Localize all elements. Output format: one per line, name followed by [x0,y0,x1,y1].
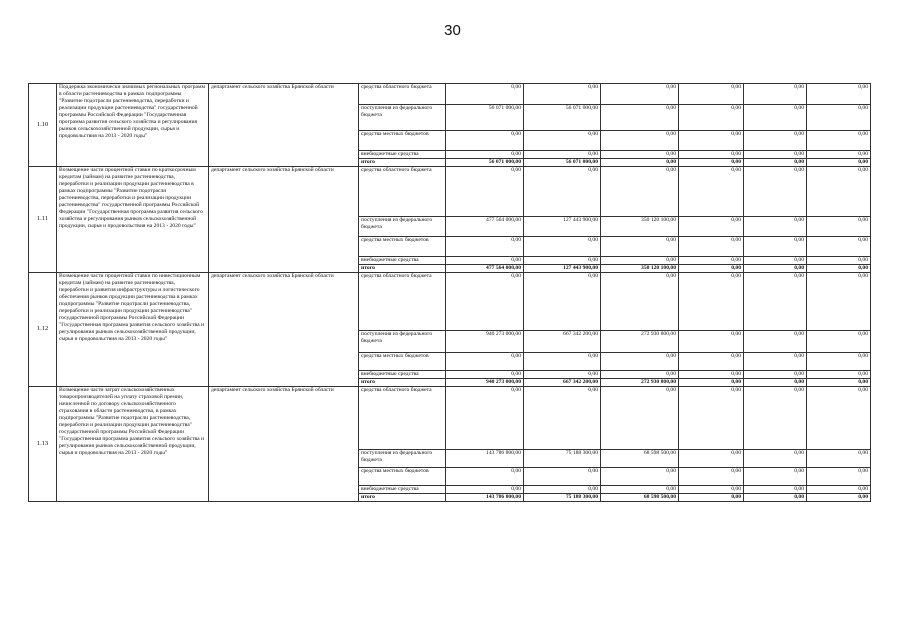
amount-cell: 56 071 000,00 [524,105,601,131]
amount-cell: 0,00 [744,166,807,216]
funding-source: поступления из федерального бюджета [359,216,446,236]
amount-cell: 0,00 [524,272,601,330]
funding-source: итого [359,493,446,501]
amount-cell: 0,00 [679,449,744,467]
amount-cell: 272 930 800,00 [601,330,679,352]
amount-cell: 667 342 200,00 [524,378,601,386]
amount-cell: 0,00 [601,105,679,131]
amount-cell: 0,00 [679,151,744,159]
funding-source: средства местных бюджетов [359,131,446,151]
measure-code: 1.12 [29,272,57,386]
responsible-department: департамент сельского хозяйства Брянской области [209,272,359,386]
amount-cell: 0,00 [679,386,744,449]
amount-cell: 0,00 [744,84,807,105]
amount-cell: 0,00 [807,84,871,105]
responsible-department: департамент сельского хозяйства Брянской области [209,84,359,167]
amount-cell: 0,00 [524,236,601,256]
amount-cell: 0,00 [446,467,524,485]
amount-cell: 0,00 [679,467,744,485]
funding-source: средства местных бюджетов [359,352,446,370]
amount-cell: 0,00 [744,386,807,449]
amount-cell: 0,00 [679,485,744,493]
funding-source: средства областного бюджета [359,386,446,449]
amount-cell: 0,00 [524,467,601,485]
responsible-department: департамент сельского хозяйства Брянской области [209,166,359,272]
funding-source: средства местных бюджетов [359,467,446,485]
amount-cell: 56 071 000,00 [446,105,524,131]
amount-cell: 0,00 [807,352,871,370]
amount-cell: 0,00 [679,264,744,272]
amount-cell: 667 342 200,00 [524,330,601,352]
amount-cell: 272 930 800,00 [601,378,679,386]
amount-cell: 350 120 100,00 [601,216,679,236]
amount-cell: 0,00 [601,352,679,370]
amount-cell: 0,00 [744,330,807,352]
amount-cell: 0,00 [807,105,871,131]
amount-cell: 0,00 [679,236,744,256]
amount-cell: 0,00 [807,370,871,378]
amount-cell: 0,00 [446,272,524,330]
measure-code: 1.13 [29,386,57,501]
amount-cell: 0,00 [524,386,601,449]
funding-source: внебюджетные средства [359,370,446,378]
amount-cell: 0,00 [446,370,524,378]
amount-cell: 0,00 [601,272,679,330]
amount-cell: 0,00 [524,370,601,378]
table-row [29,272,871,330]
table-row [29,386,871,449]
funding-source: средства областного бюджета [359,166,446,216]
amount-cell: 0,00 [601,467,679,485]
amount-cell: 0,00 [524,131,601,151]
amount-cell: 0,00 [446,352,524,370]
amount-cell: 127 443 900,00 [524,264,601,272]
funding-source: внебюджетные средства [359,151,446,159]
funding-source: внебюджетные средства [359,485,446,493]
table-row [29,166,871,216]
amount-cell: 0,00 [601,386,679,449]
amount-cell: 0,00 [679,158,744,166]
amount-cell: 0,00 [601,370,679,378]
amount-cell: 0,00 [524,84,601,105]
amount-cell: 0,00 [679,330,744,352]
amount-cell: 0,00 [807,216,871,236]
budget-table [28,83,871,502]
amount-cell: 0,00 [446,84,524,105]
measure-description: Возмещение части процентной ставки по краткосрочным кредитам (займам) на развитие растениеводства, переработки и реализации продукции растениеводства в рамках подпрограммы "Развитие подотрасли растениеводства, переработки и реализации продукции растениеводства" государственной программы Российской Федерации "Государственная программа развития сельского хозяйства и регулирования рынков сельскохозяйственной продукции, сырья и продовольствия на 2013 - 2020 годы" [57,166,209,272]
amount-cell: 0,00 [744,370,807,378]
amount-cell: 0,00 [744,105,807,131]
amount-cell: 0,00 [807,131,871,151]
amount-cell: 0,00 [744,272,807,330]
amount-cell: 143 786 800,00 [446,493,524,501]
amount-cell: 477 564 000,00 [446,216,524,236]
amount-cell: 0,00 [744,264,807,272]
amount-cell: 0,00 [601,166,679,216]
amount-cell: 0,00 [807,272,871,330]
measure-code: 1.11 [29,166,57,272]
amount-cell: 0,00 [601,84,679,105]
amount-cell: 143 786 800,00 [446,449,524,467]
amount-cell: 0,00 [807,378,871,386]
amount-cell: 127 443 900,00 [524,216,601,236]
amount-cell: 0,00 [601,256,679,264]
funding-source: поступления из федерального бюджета [359,330,446,352]
amount-cell: 0,00 [679,131,744,151]
amount-cell: 0,00 [601,131,679,151]
responsible-department: департамент сельского хозяйства Брянской области [209,386,359,501]
amount-cell: 0,00 [807,264,871,272]
amount-cell: 0,00 [744,151,807,159]
budget-table-body [29,84,871,502]
funding-source: средства областного бюджета [359,84,446,105]
funding-source: итого [359,264,446,272]
table-row [29,84,871,105]
amount-cell: 0,00 [446,485,524,493]
amount-cell: 0,00 [601,158,679,166]
amount-cell: 0,00 [679,216,744,236]
amount-cell: 0,00 [679,352,744,370]
amount-cell: 0,00 [679,105,744,131]
funding-source: средства областного бюджета [359,272,446,330]
amount-cell: 0,00 [679,256,744,264]
amount-cell: 0,00 [679,84,744,105]
amount-cell: 0,00 [744,352,807,370]
amount-cell: 0,00 [807,151,871,159]
amount-cell: 0,00 [524,166,601,216]
amount-cell: 0,00 [679,272,744,330]
amount-cell: 0,00 [601,236,679,256]
amount-cell: 0,00 [807,493,871,501]
amount-cell: 0,00 [744,158,807,166]
amount-cell: 0,00 [807,166,871,216]
amount-cell: 56 071 000,00 [524,158,601,166]
amount-cell: 0,00 [446,151,524,159]
amount-cell: 0,00 [679,370,744,378]
funding-source: средства местных бюджетов [359,236,446,256]
amount-cell: 68 598 500,00 [601,449,679,467]
amount-cell: 0,00 [679,378,744,386]
amount-cell: 0,00 [524,352,601,370]
funding-source: поступления из федерального бюджета [359,105,446,131]
amount-cell: 0,00 [744,131,807,151]
amount-cell: 0,00 [524,151,601,159]
amount-cell: 0,00 [744,449,807,467]
amount-cell: 0,00 [807,386,871,449]
amount-cell: 0,00 [679,166,744,216]
amount-cell: 0,00 [446,236,524,256]
amount-cell: 56 071 000,00 [446,158,524,166]
page-number: 30 [444,22,461,39]
amount-cell: 940 273 000,00 [446,378,524,386]
funding-source: внебюджетные средства [359,256,446,264]
amount-cell: 0,00 [524,485,601,493]
measure-code: 1.10 [29,84,57,167]
amount-cell: 0,00 [601,485,679,493]
funding-source: итого [359,158,446,166]
amount-cell: 0,00 [807,449,871,467]
amount-cell: 0,00 [601,151,679,159]
amount-cell: 68 598 500,00 [601,493,679,501]
amount-cell: 75 188 300,00 [524,449,601,467]
amount-cell: 0,00 [807,158,871,166]
amount-cell: 0,00 [446,166,524,216]
amount-cell: 0,00 [744,216,807,236]
amount-cell: 0,00 [446,256,524,264]
amount-cell: 0,00 [744,236,807,256]
amount-cell: 0,00 [744,256,807,264]
amount-cell: 0,00 [446,131,524,151]
funding-source: поступления из федерального бюджета [359,449,446,467]
funding-source: итого [359,378,446,386]
amount-cell: 0,00 [744,493,807,501]
amount-cell: 0,00 [807,330,871,352]
amount-cell: 0,00 [807,236,871,256]
amount-cell: 350 120 100,00 [601,264,679,272]
amount-cell: 940 273 000,00 [446,330,524,352]
amount-cell: 0,00 [524,256,601,264]
measure-description: Поддержка экономически значимых региональных программ в области растениеводства в рамках подпрограммы "Развитие подотрасли растениеводства, переработки и реализации продукции растениеводства" государственной программы Российской Федерации "Государственная программа развития сельского хозяйства и регулирования рынков сельскохозяйственной продукции, сырья и продовольствия на 2013 - 2020 годы" [57,84,209,167]
amount-cell: 477 564 000,00 [446,264,524,272]
amount-cell: 75 188 300,00 [524,493,601,501]
measure-description: Возмещение части затрат сельскохозяйственных товаропроизводителей на уплату страховой премии, начисленной по договору сельскохозяйственного страхования в области растениеводства, в рамках подпрограммы "Развитие подотрасли растениеводства, переработки и реализации продукции растениеводства" государственной программы Российской Федерации "Государственная программа развития сельского хозяйства и регулирования рынков сельскохозяйственной продукции, сырья и продовольствия на 2013 - 2020 годы" [57,386,209,501]
amount-cell: 0,00 [744,485,807,493]
amount-cell: 0,00 [807,485,871,493]
amount-cell: 0,00 [679,493,744,501]
measure-description: Возмещение части процентной ставки по инвестиционным кредитам (займам) на развитие растениеводства, переработки и развития инфраструктуры и логистического обеспечения рынков продукции растениеводства в рамках подпрограммы "Развитие подотрасли растениеводства, переработки и реализации продукции растениеводства" государственной программы Российской Федерации "Государственная программа развития сельского хозяйства и регулирования рынков сельскохозяйственной продукции, сырья и продовольствия на 2013 - 2020 годы" [57,272,209,386]
amount-cell: 0,00 [807,256,871,264]
amount-cell: 0,00 [744,378,807,386]
amount-cell: 0,00 [744,467,807,485]
amount-cell: 0,00 [807,467,871,485]
amount-cell: 0,00 [446,386,524,449]
